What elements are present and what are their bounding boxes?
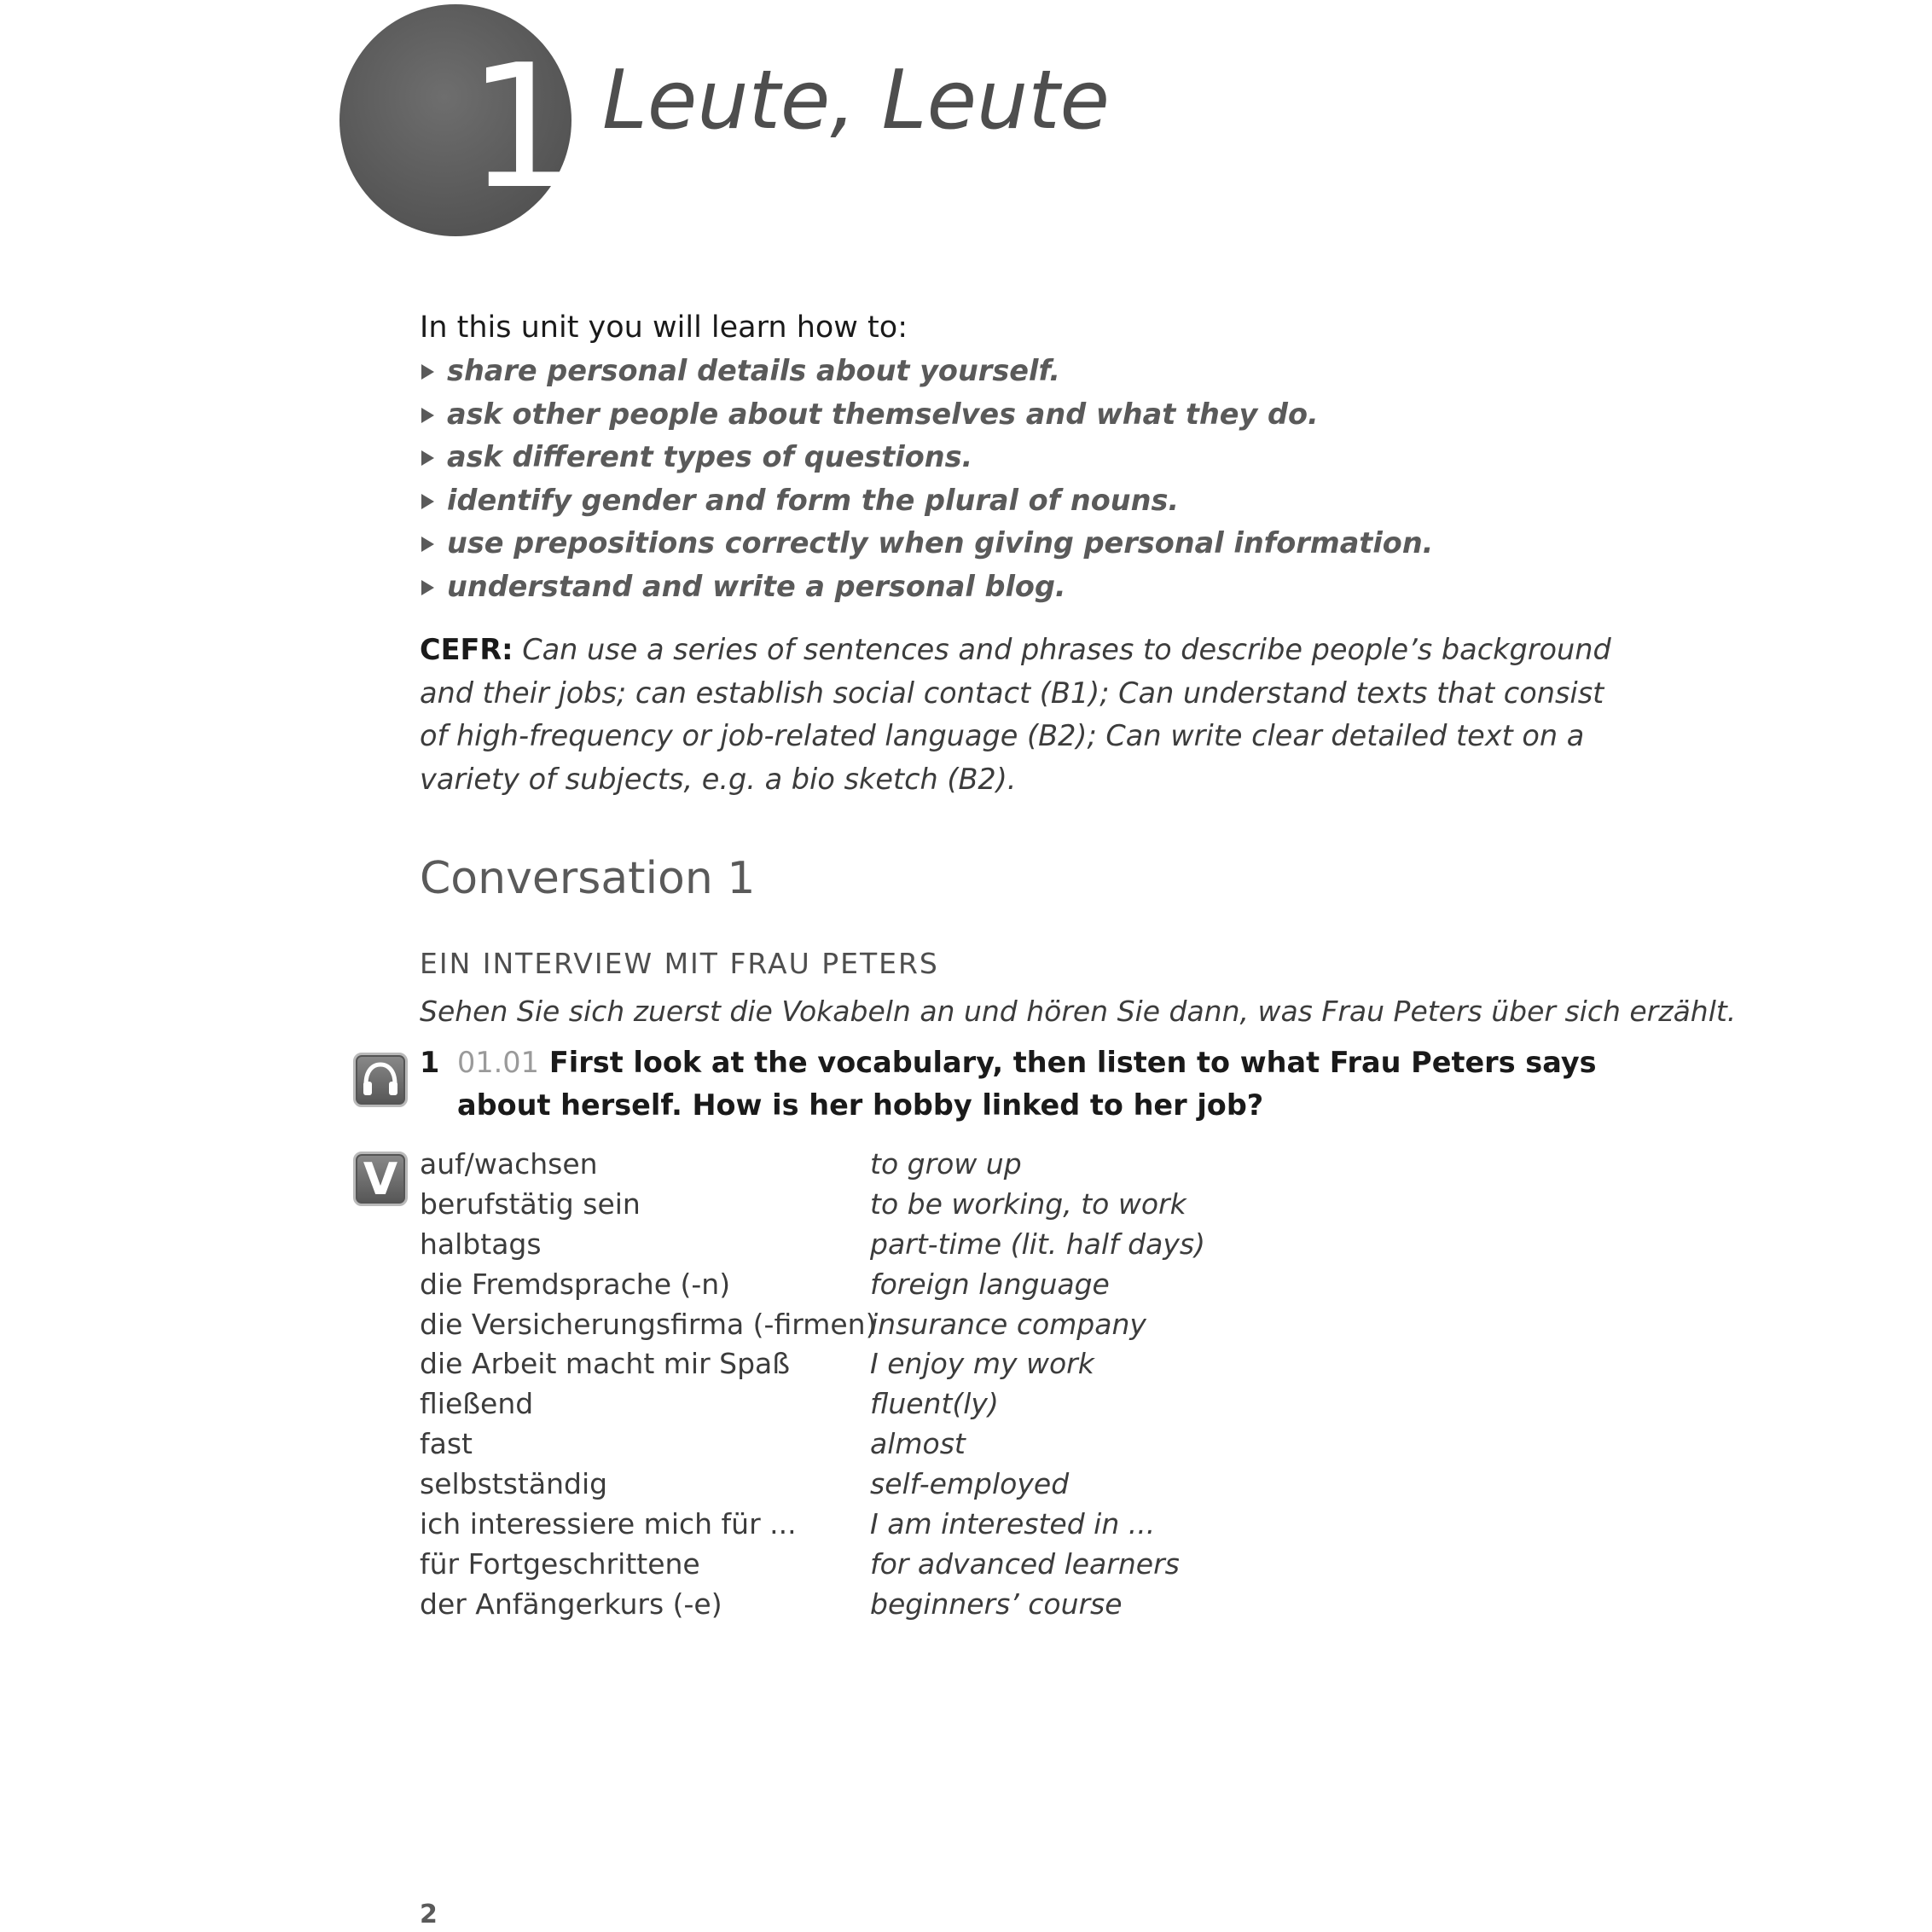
vocab-german: fast [420, 1427, 473, 1461]
conversation-subheading: EIN INTERVIEW MIT FRAU PETERS [420, 947, 939, 980]
objective-item [420, 566, 1631, 609]
vocab-english: insurance company [870, 1307, 1146, 1341]
objective-text: use prepositions correctly when giving personal information. [447, 526, 1434, 560]
objective-item [420, 436, 1631, 479]
page-number: 2 [420, 1900, 438, 1929]
vocab-english: fluent(ly) [870, 1387, 999, 1421]
vocab-english: foreign language [870, 1267, 1110, 1301]
unit-number: 1 [467, 28, 577, 227]
headphones-icon[interactable] [353, 1053, 408, 1107]
exercise-number: 1 [420, 1046, 440, 1079]
exercise-text: First look at the vocabulary, then listen to what Frau Peters says about herself. How is her hobby linked to her job? [457, 1046, 1597, 1122]
vocab-german: der Anfängerkurs (-e) [420, 1587, 722, 1621]
objective-text: ask different types of questions. [447, 440, 973, 473]
bullet-triangle-icon [421, 450, 434, 466]
vocab-english: beginners’ course [870, 1587, 1123, 1621]
cefr-label: CEFR: [420, 633, 513, 666]
vocab-german: halbtags [420, 1227, 542, 1261]
objective-text: share personal details about yourself. [447, 354, 1060, 387]
vocab-english: part-time (lit. half days) [870, 1227, 1205, 1261]
objective-text: identify gender and form the plural of nouns. [447, 483, 1180, 517]
vocab-english: for advanced learners [870, 1546, 1180, 1581]
vocabulary-row [420, 1545, 1273, 1585]
vocab-english: to be working, to work [870, 1186, 1186, 1221]
vocabulary-list [420, 1145, 1273, 1625]
vocabulary-row [420, 1305, 1273, 1345]
vocabulary-row [420, 1145, 1273, 1185]
objective-item [420, 479, 1631, 523]
vocab-german: berufstätig sein [420, 1186, 641, 1221]
vocab-german: fließend [420, 1387, 534, 1421]
objective-item [420, 350, 1631, 393]
vocab-german: für Fortgeschrittene [420, 1546, 700, 1581]
vocabulary-icon [353, 1152, 408, 1206]
unit-title: Leute, Leute [602, 54, 1110, 148]
intro-heading: In this unit you will learn how to: [420, 310, 908, 345]
objectives-list [420, 350, 1631, 608]
vocab-german: die Arbeit macht mir Spaß [420, 1347, 791, 1381]
vocabulary-icon-letter: V [363, 1154, 398, 1205]
audio-track-number[interactable]: 01.01 [457, 1046, 539, 1079]
vocab-german: die Versicherungsfirma (-firmen) [420, 1307, 877, 1341]
exercise-instruction [457, 1041, 1631, 1127]
vocabulary-row [420, 1424, 1273, 1465]
cefr-paragraph [420, 629, 1631, 801]
objective-item [420, 393, 1631, 437]
objective-text: ask other people about themselves and what they do. [447, 397, 1319, 431]
objective-text: understand and write a personal blog. [447, 569, 1066, 603]
vocabulary-row [420, 1185, 1273, 1225]
vocab-german: ich interessiere mich für ... [420, 1507, 797, 1541]
conversation-heading: Conversation 1 [420, 853, 756, 904]
vocab-english: I enjoy my work [870, 1347, 1094, 1381]
bullet-triangle-icon [421, 537, 434, 552]
objective-item [420, 522, 1631, 566]
vocab-english: I am interested in ... [870, 1507, 1156, 1541]
vocab-english: to grow up [870, 1147, 1022, 1181]
exercise-1 [420, 1041, 1631, 1127]
vocabulary-row [420, 1265, 1273, 1305]
vocab-german: auf/wachsen [420, 1147, 598, 1181]
bullet-triangle-icon [421, 580, 434, 595]
vocabulary-row [420, 1384, 1273, 1424]
bullet-triangle-icon [421, 494, 434, 509]
main-column [420, 305, 1737, 1127]
vocab-german: die Fremdsprache (-n) [420, 1267, 731, 1301]
vocabulary-row [420, 1344, 1273, 1384]
vocab-german: selbstständig [420, 1467, 608, 1501]
bullet-triangle-icon [421, 408, 434, 423]
bullet-triangle-icon [421, 364, 434, 380]
vocabulary-row [420, 1505, 1273, 1545]
vocabulary-row [420, 1225, 1273, 1265]
vocab-english: self-employed [870, 1467, 1070, 1501]
vocabulary-row [420, 1465, 1273, 1505]
instruction-german: Sehen Sie sich zuerst die Vokabeln an und hören Sie dann, was Frau Peters über sich erzählt. [420, 995, 1737, 1028]
cefr-text: Can use a series of sentences and phrases to describe people’s background and their jobs; can establish social contact (B1); Can understand texts that consist of high-frequency or job-related language (B2); Can write clear detailed text on a variety of subjects, e.g. a bio sketch (B2). [420, 633, 1611, 796]
vocab-english: almost [870, 1427, 966, 1461]
vocabulary-row [420, 1585, 1273, 1625]
